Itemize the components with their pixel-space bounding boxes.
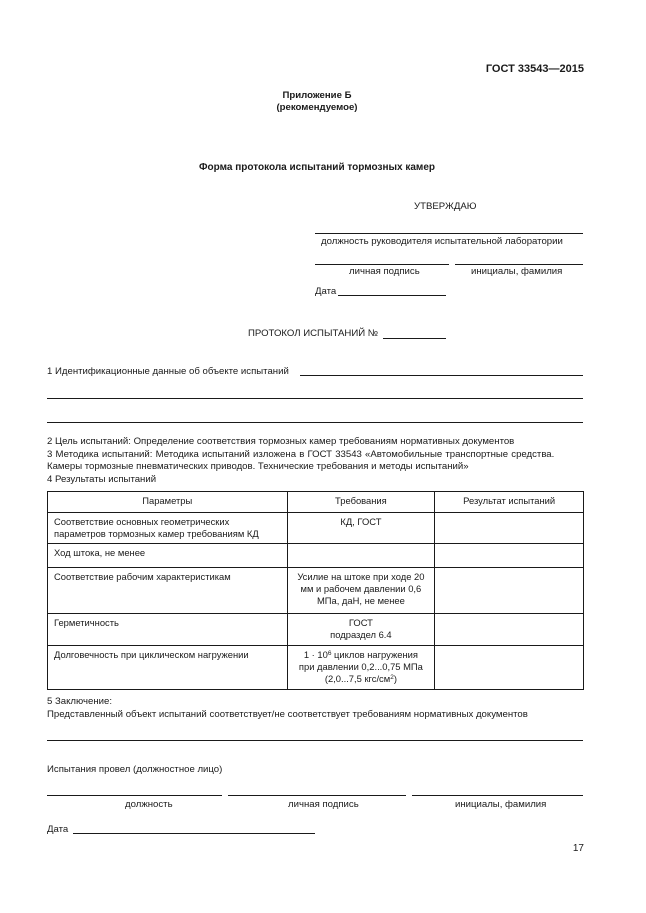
position-caption: должность руководителя испытательной лаборатории: [321, 236, 563, 247]
tester-name-line: [412, 795, 583, 796]
requirement-text: 1 · 10: [303, 649, 328, 660]
param-cell: Долговечность при циклическом нагружении: [48, 646, 288, 690]
requirement-text: циклов нагружения: [331, 649, 418, 660]
tester-label: Испытания провел (должностное лицо): [47, 764, 223, 775]
table-row: [48, 614, 584, 646]
section-1-line: [300, 375, 583, 376]
table-row: [48, 568, 584, 614]
requirement-line: [294, 649, 429, 661]
tester-signature-line: [228, 795, 406, 796]
approval-date-label: Дата: [315, 286, 337, 297]
tester-date-line: [73, 833, 315, 834]
conclusion-label: 5 Заключение:: [47, 696, 113, 707]
requirement-cell: [287, 544, 435, 568]
section-1-line-3: [47, 422, 583, 423]
results-table: [47, 491, 584, 690]
requirement-cell: КД, ГОСТ: [287, 513, 435, 544]
tester-name-caption: инициалы, фамилия: [455, 799, 547, 810]
table-row: [48, 646, 584, 690]
table-row: [48, 544, 584, 568]
requirement-cell: [287, 614, 435, 646]
tester-position-line: [47, 795, 222, 796]
requirement-text: (2,0...7,5 кгс/см: [324, 673, 391, 684]
conclusion-text: Представленный объект испытаний соответствует/не соответствует требованиям нормативных документов: [47, 709, 528, 720]
section-1-label: 1 Идентификационные данные об объекте испытаний: [47, 366, 289, 377]
header-result: Результат испытаний: [435, 492, 584, 513]
approve-label: УТВЕРЖДАЮ: [414, 201, 477, 212]
signature-caption: личная подпись: [349, 266, 420, 277]
header-parameters: Параметры: [48, 492, 288, 513]
appendix-title: Приложение Б: [282, 90, 352, 101]
form-title: Форма протокола испытаний тормозных камер: [198, 162, 435, 173]
section-2: 2 Цель испытаний: Определение соответствия тормозных камер требованиям нормативных документов: [47, 436, 515, 447]
section-1-line-2: [47, 398, 583, 399]
table-row: [48, 513, 584, 544]
document-code: ГОСТ 33543—2015: [485, 63, 584, 75]
protocol-title: ПРОТОКОЛ ИСПЫТАНИЙ №: [248, 328, 379, 339]
exponent: 2: [390, 674, 394, 681]
section-3-line-2: Камеры тормозные пневматических приводов. Технические требования и методы испытаний»: [47, 461, 469, 472]
tester-position-caption: должность: [125, 799, 173, 810]
name-line: [455, 264, 583, 265]
section-4: 4 Результаты испытаний: [47, 474, 157, 485]
position-signature-line: [315, 233, 583, 234]
tester-signature-caption: личная подпись: [288, 799, 359, 810]
conclusion-line: [47, 740, 583, 741]
result-cell: [435, 646, 584, 690]
requirement-text: ): [393, 673, 397, 684]
table-header-row: [48, 492, 584, 513]
name-caption: инициалы, фамилия: [471, 266, 563, 277]
requirement-line: подраздел 6.4: [330, 629, 392, 640]
tester-date-label: Дата: [47, 824, 69, 835]
signature-line: [315, 264, 449, 265]
appendix-subtitle: (рекомендуемое): [276, 102, 358, 113]
result-cell: [435, 614, 584, 646]
approval-date-line: [338, 295, 446, 296]
requirement-cell: [287, 646, 435, 690]
param-cell: Герметичность: [48, 614, 288, 646]
requirement-cell: Усилие на штоке при ходе 20 мм и рабочем давлении 0,6 МПа, даН, не менее: [287, 568, 435, 614]
requirement-line: [294, 673, 429, 685]
requirement-line: при давлении 0,2...0,75 МПа: [298, 661, 423, 672]
protocol-number-line: [383, 338, 446, 339]
header-requirements: Требования: [287, 492, 435, 513]
page-number: 17: [572, 843, 584, 854]
param-cell: Ход штока, не менее: [48, 544, 288, 568]
result-cell: [435, 544, 584, 568]
param-cell: Соответствие рабочим характеристикам: [48, 568, 288, 614]
requirement-line: ГОСТ: [348, 617, 373, 628]
section-3-line-1: 3 Методика испытаний: Методика испытаний изложена в ГОСТ 33543 «Автомобильные транспортные средства.: [47, 449, 555, 460]
param-cell: Соответствие основных геометрических параметров тормозных камер требованиям КД: [48, 513, 288, 544]
result-cell: [435, 568, 584, 614]
exponent: 6: [327, 650, 332, 657]
result-cell: [435, 513, 584, 544]
